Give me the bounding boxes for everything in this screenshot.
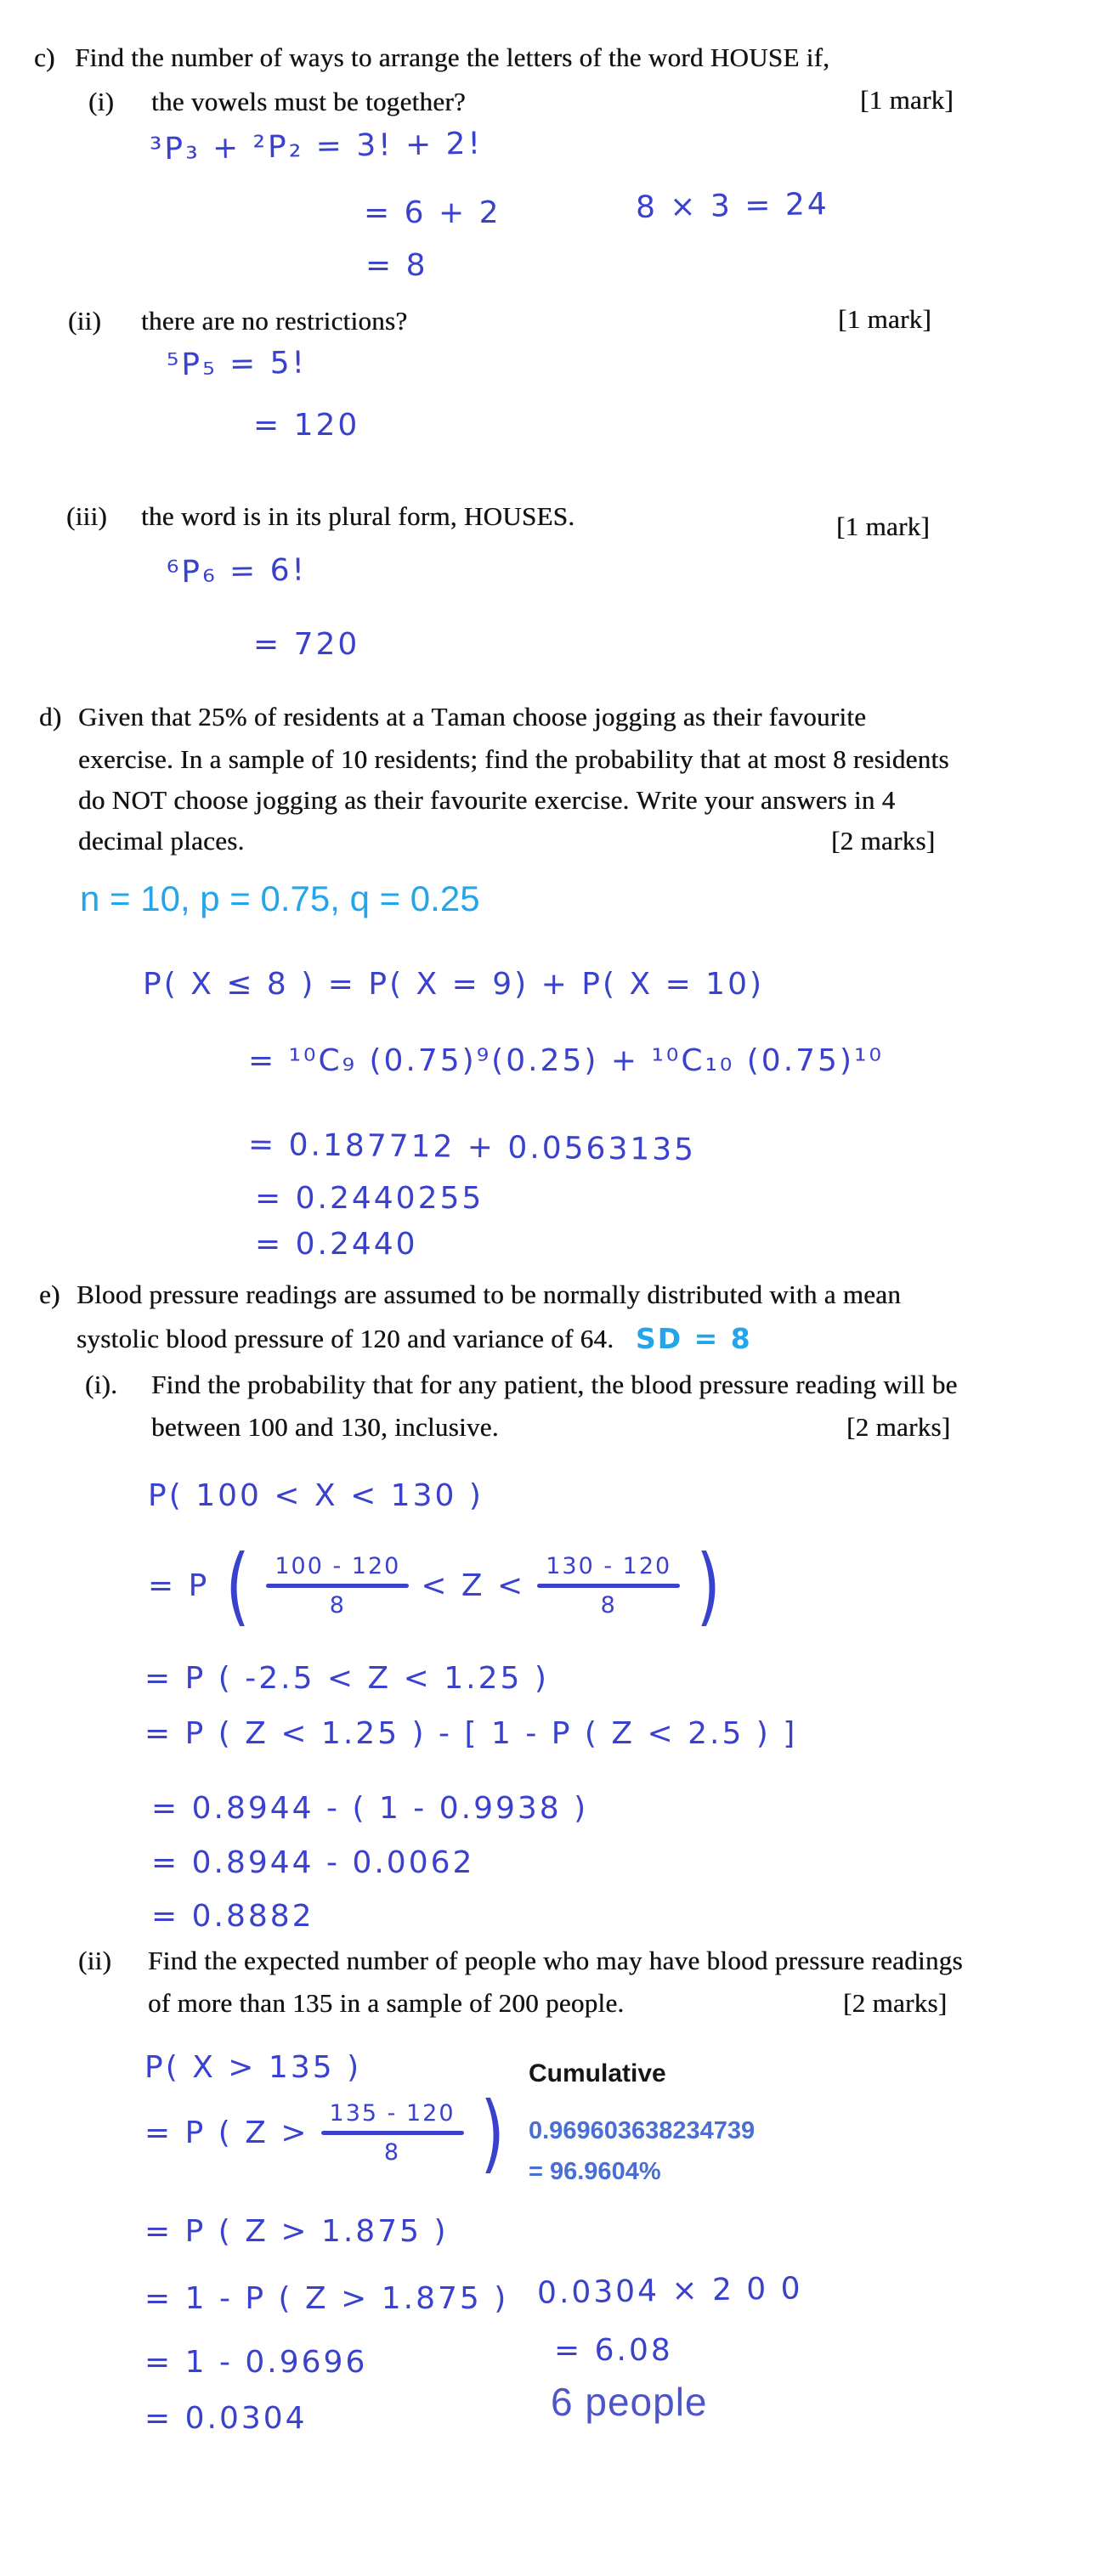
cumulative-label: Cumulative (529, 2059, 666, 2087)
frac-middle: < Z < (421, 1568, 526, 1603)
part-c-i-label: (i) (88, 87, 115, 116)
handwritten-line-eii-1: P( X > 135 ) (144, 2050, 362, 2085)
numerator: 100 - 120 (275, 1552, 401, 1579)
section-e-question-line1: Blood pressure readings are assumed to be normally distributed with a mean (76, 1280, 902, 1309)
handwritten-line-d-4: = 0.2440255 (255, 1181, 484, 1216)
section-c-label: c) (34, 42, 55, 72)
denominator: 8 (383, 2138, 401, 2166)
marks-badge-c-iii: [1 mark] (836, 511, 930, 541)
handwritten-standardize-line (148, 1536, 725, 1635)
marks-badge-e-ii: [2 marks] (843, 1988, 948, 2018)
handwritten-line-ei-4: = P ( Z < 1.25 ) - [ 1 - P ( Z < 2.5 ) ] (144, 1716, 798, 1751)
handwritten-line-ci-1: ³P₃ + ²P₂ = 3! + 2! (149, 126, 484, 167)
fraction-upper-bound (537, 1554, 680, 1618)
section-c-question: Find the number of ways to arrange the letters of the word HOUSE if, (75, 42, 830, 72)
handwritten-line-d-2: = ¹⁰C₉ (0.75)⁹(0.25) + ¹⁰C₁₀ (0.75)¹⁰ (248, 1043, 884, 1078)
handwritten-side-calc-1: 0.0304 × 2 0 0 (536, 2271, 803, 2311)
section-e-label: e) (39, 1280, 60, 1309)
handwritten-line-ei-3: = P ( -2.5 < Z < 1.25 ) (144, 1661, 549, 1696)
part-c-ii-label: (ii) (68, 306, 102, 336)
given-annotation: n = 10, p = 0.75, q = 0.25 (80, 878, 480, 918)
marks-badge-c-i: [1 mark] (860, 85, 954, 115)
section-d-label: d) (39, 702, 62, 732)
sd-annotation: SD = 8 (636, 1322, 752, 1355)
part-e-i-label: (i). (85, 1370, 118, 1399)
handwritten-line-d-3: = 0.187712 + 0.0563135 (247, 1127, 697, 1168)
frac-prefix: = P ( Z > (144, 2116, 309, 2150)
fraction-z-score (321, 2101, 464, 2165)
handwritten-line-ei-7: = 0.8882 (151, 1899, 314, 1934)
final-answer: 6 people (551, 2380, 708, 2424)
denominator: 8 (329, 1591, 346, 1618)
numerator: 130 - 120 (546, 1552, 672, 1579)
handwritten-line-d-5: = 0.2440 (255, 1227, 418, 1262)
part-c-i-text: the vowels must be together? (151, 87, 466, 116)
handwritten-line-cii-2: = 120 (253, 408, 360, 443)
handwritten-side-calc-2: = 6.08 (554, 2333, 673, 2368)
marks-badge-d: [2 marks] (831, 826, 936, 856)
cumulative-value: 0.969603638234739 (529, 2117, 756, 2144)
part-e-ii-text-line2: of more than 135 in a sample of 200 people. (148, 1988, 625, 2018)
handwritten-standardize-line-2 (144, 2083, 509, 2183)
handwritten-line-ci-3: = 8 (365, 248, 428, 283)
handwritten-line-ci-side: 8 × 3 = 24 (635, 187, 830, 225)
handwritten-line-ei-5: = 0.8944 - ( 1 - 0.9938 ) (151, 1791, 589, 1826)
handwritten-line-d-1: P( X ≤ 8 ) = P( X = 9) + P( X = 10) (143, 967, 765, 1002)
handwritten-line-ei-1: P( 100 < X < 130 ) (148, 1478, 484, 1513)
cumulative-percent: = 96.9604% (529, 2158, 661, 2185)
handwritten-line-ciii-1: ⁶P₆ = 6! (166, 552, 308, 590)
part-c-iii-text: the word is in its plural form, HOUSES. (141, 501, 575, 531)
handwritten-line-eii-3: = P ( Z > 1.875 ) (144, 2214, 449, 2249)
section-d-question-line2: exercise. In a sample of 10 residents; find the probability that at most 8 residents (78, 744, 949, 774)
part-c-iii-label: (iii) (66, 501, 107, 531)
big-paren-close: ) (696, 1536, 721, 1635)
part-e-i-text-line2: between 100 and 130, inclusive. (151, 1412, 499, 1442)
frac-prefix: = P (148, 1568, 210, 1603)
handwritten-line-ei-6: = 0.8944 - 0.0062 (151, 1845, 475, 1880)
marks-badge-c-ii: [1 mark] (838, 304, 931, 334)
handwritten-line-cii-1: ⁵P₅ = 5! (166, 345, 308, 383)
part-e-ii-label: (ii) (78, 1946, 112, 1975)
part-e-i-text-line1: Find the probability that for any patient, the blood pressure reading will be (151, 1370, 958, 1399)
big-paren-close: ) (479, 2083, 505, 2183)
numerator: 135 - 120 (329, 2099, 456, 2127)
handwritten-line-ci-2: = 6 + 2 (364, 195, 501, 230)
fraction-lower-bound (266, 1554, 409, 1618)
handwritten-line-eii-6: = 0.0304 (144, 2401, 308, 2436)
part-c-ii-text: there are no restrictions? (141, 306, 408, 336)
handwritten-line-ciii-2: = 720 (253, 627, 360, 662)
section-d-question-line3: do NOT choose jogging as their favourite exercise. Write your answers in 4 (78, 785, 896, 815)
big-paren-open: ( (225, 1536, 250, 1635)
denominator: 8 (600, 1591, 617, 1618)
section-d-question-line4: decimal places. (78, 826, 245, 856)
handwritten-line-eii-4: = 1 - P ( Z > 1.875 ) (144, 2281, 509, 2316)
part-e-ii-text-line1: Find the expected number of people who may have blood pressure readings (148, 1946, 963, 1975)
marks-badge-e-i: [2 marks] (846, 1412, 951, 1442)
handwritten-line-eii-5: = 1 - 0.9696 (144, 2345, 368, 2380)
section-d-question-line1: Given that 25% of residents at a Taman choose jogging as their favourite (78, 702, 867, 732)
section-e-question-line2: systolic blood pressure of 120 and variance of 64. (76, 1324, 614, 1353)
